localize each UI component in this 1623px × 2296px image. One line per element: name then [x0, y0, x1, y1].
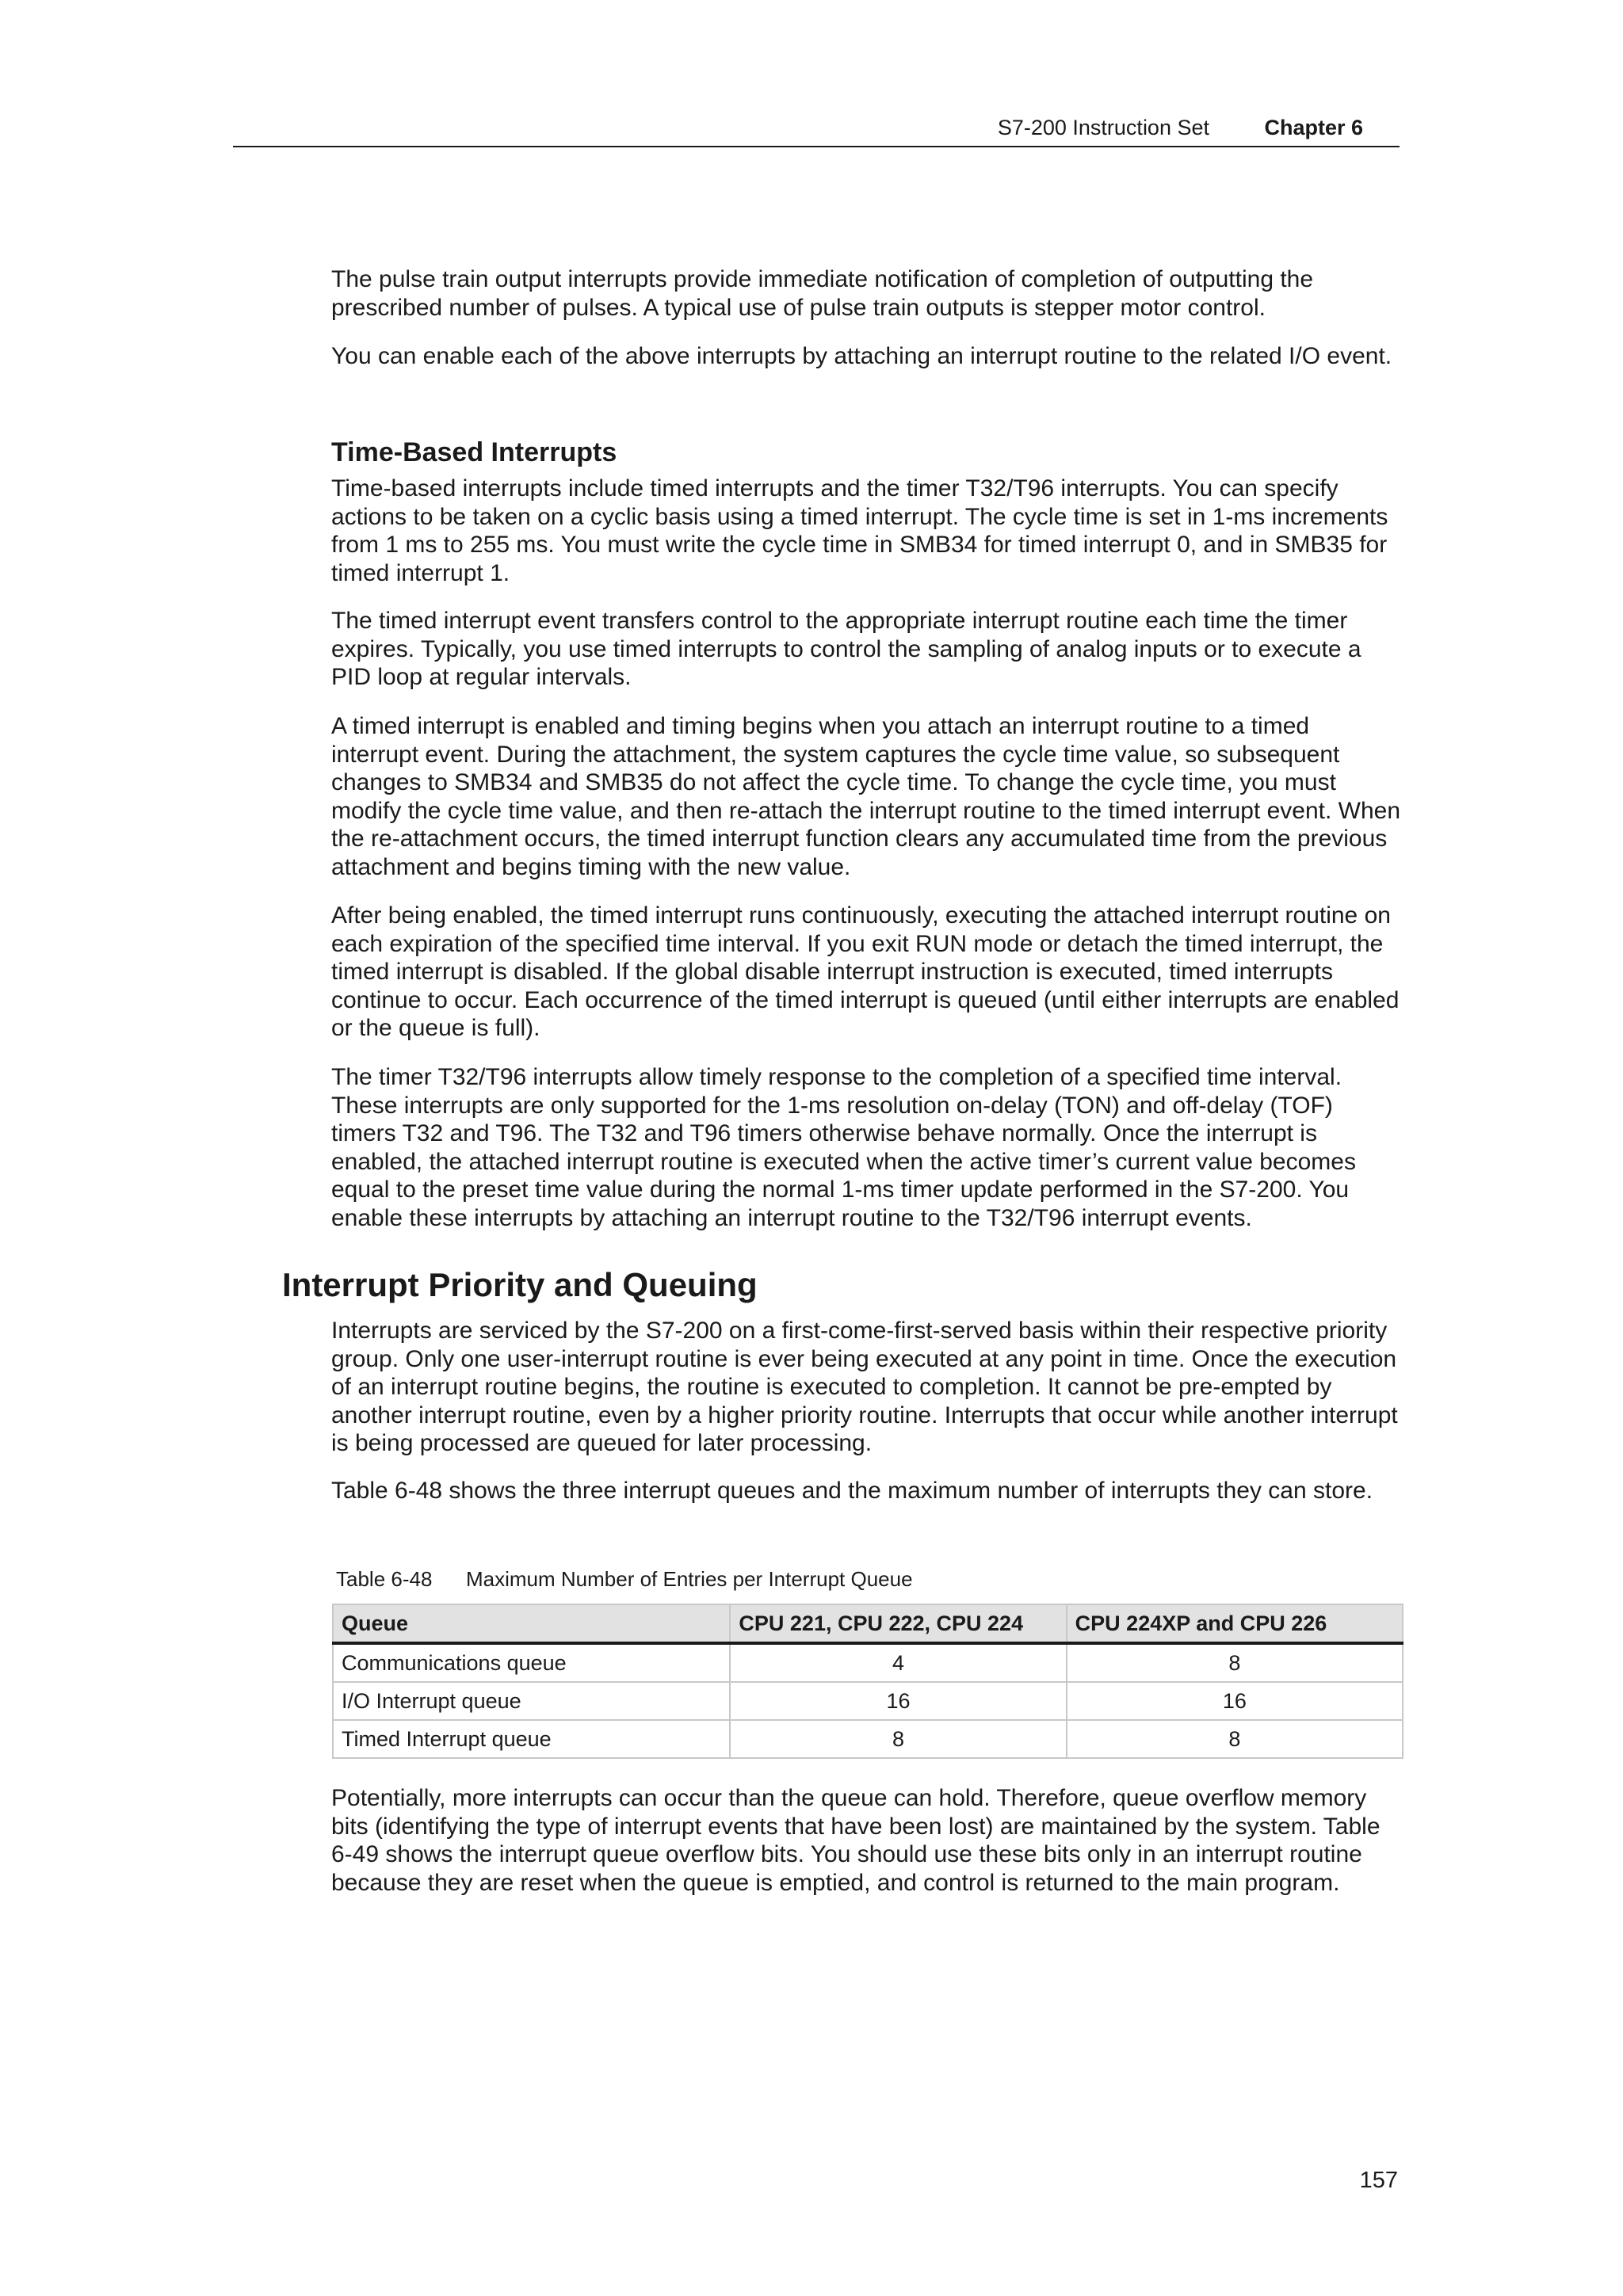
column-header-cpu-221-222-224: CPU 221, CPU 222, CPU 224	[730, 1604, 1066, 1643]
table-caption	[336, 1567, 913, 1592]
paragraph-timed-continuous: After being enabled, the timed interrupt runs continuously, executing the attached interrupt routine on each expiration of the specified time interval. If you exit RUN mode or detach the timed interrupt, the timed interrupt is disabled. If the global disable interrupt instruction is executed, timed interrupts continue to occur. Each occurrence of the timed interrupt is queued (until either interrupts are enabled or the queue is full).	[331, 902, 1400, 1042]
book-title: S7-200 Instruction Set	[997, 116, 1209, 139]
table-row	[333, 1720, 1403, 1758]
table-title: Maximum Number of Entries per Interrupt Queue	[466, 1567, 913, 1591]
heading-interrupt-priority: Interrupt Priority and Queuing	[282, 1266, 758, 1303]
paragraph-t32-t96: The timer T32/T96 interrupts allow timely response to the completion of a specified time interval. These interrupts are only supported for the 1-ms resolution on-delay (TON) and off-delay (TOF) timers T32 and T96. The T32 and T96 timers otherwise behave normally. Once the interrupt is enabled, the attached interrupt routine is executed when the active timer’s current value becomes equal to the preset time value during the normal 1-ms timer update performed in the S7-200. You enable these interrupts by attaching an interrupt routine to the T32/T96 interrupt events.	[331, 1064, 1356, 1231]
paragraph-queue-overflow: Potentially, more interrupts can occur than the queue can hold. Therefore, queue overflow memory bits (identifying the type of interrupt events that have been lost) are maintained by the system. Table 6-49 shows the interrupt queue overflow bits. You should use these bits only in an interrupt routine because they are reset when the queue is emptied, and control is returned to the main program.	[331, 1785, 1381, 1896]
paragraph-timed-enable: A timed interrupt is enabled and timing begins when you attach an interrupt routine to a timed interrupt event. During the attachment, the system captures the cycle time value, so subsequent changes to SMB34 and SMB35 do not affect the cycle time. To change the cycle time, you must modify the cycle time value, and then re-attach the interrupt routine to the timed interrupt event. When the re-attachment occurs, the timed interrupt function clears any accumulated time from the previous attachment and begins timing with the new value.	[331, 713, 1401, 880]
chapter-label: Chapter 6	[1264, 116, 1363, 139]
table-number: Table 6-48	[336, 1567, 433, 1591]
queue-value-cell: 16	[730, 1682, 1066, 1720]
queue-value-cell: 8	[1067, 1720, 1403, 1758]
heading-time-based-interrupts: Time-Based Interrupts	[331, 437, 617, 467]
paragraph-table-ref: Table 6-48 shows the three interrupt queues and the maximum number of interrupts they can store.	[331, 1478, 1373, 1504]
queue-value-cell: 16	[1067, 1682, 1403, 1720]
paragraph-enable-interrupts: You can enable each of the above interrupts by attaching an interrupt routine to the related I/O event.	[331, 343, 1392, 369]
column-header-cpu-224xp-226: CPU 224XP and CPU 226	[1067, 1604, 1403, 1643]
queue-name-cell: Communications queue	[333, 1643, 730, 1682]
queue-name-cell: Timed Interrupt queue	[333, 1720, 730, 1758]
queue-name-cell: I/O Interrupt queue	[333, 1682, 730, 1720]
table-row	[333, 1682, 1403, 1720]
paragraph-timed-event: The timed interrupt event transfers control to the appropriate interrupt routine each time the timer expires. Typically, you use timed interrupts to control the sampling of analog inputs or to execute a PID loop at regular intervals.	[331, 608, 1361, 691]
paragraph-time-based-intro: Time-based interrupts include timed interrupts and the timer T32/T96 interrupts. You can specify actions to be taken on a cyclic basis using a timed interrupt. The cycle time is set in 1-ms increments from 1 ms to 255 ms. You must write the cycle time in SMB34 for timed interrupt 0, and in SMB35 for timed interrupt 1.	[331, 475, 1388, 586]
running-header	[233, 114, 1400, 147]
queue-value-cell: 8	[1067, 1643, 1403, 1682]
queue-value-cell: 8	[730, 1720, 1066, 1758]
queue-value-cell: 4	[730, 1643, 1066, 1682]
paragraph-pulse-train: The pulse train output interrupts provide immediate notification of completion of outputting the prescribed number of pulses. A typical use of pulse train outputs is stepper motor control.	[331, 266, 1314, 321]
table-header-row	[333, 1604, 1403, 1643]
page-number: 157	[1359, 2168, 1398, 2193]
paragraph-priority: Interrupts are serviced by the S7-200 on a first-come-first-served basis within their respective priority group. Only one user-interrupt routine is ever being executed at any point in time. Once the execution of an interrupt routine begins, the routine is executed to completion. It cannot be pre-empted by another interrupt routine, even by a higher priority routine. Interrupts that occur while another interrupt is being processed are queued for later processing.	[331, 1318, 1398, 1457]
table-row	[333, 1643, 1403, 1682]
interrupt-queue-table	[332, 1604, 1403, 1759]
column-header-queue: Queue	[333, 1604, 730, 1643]
